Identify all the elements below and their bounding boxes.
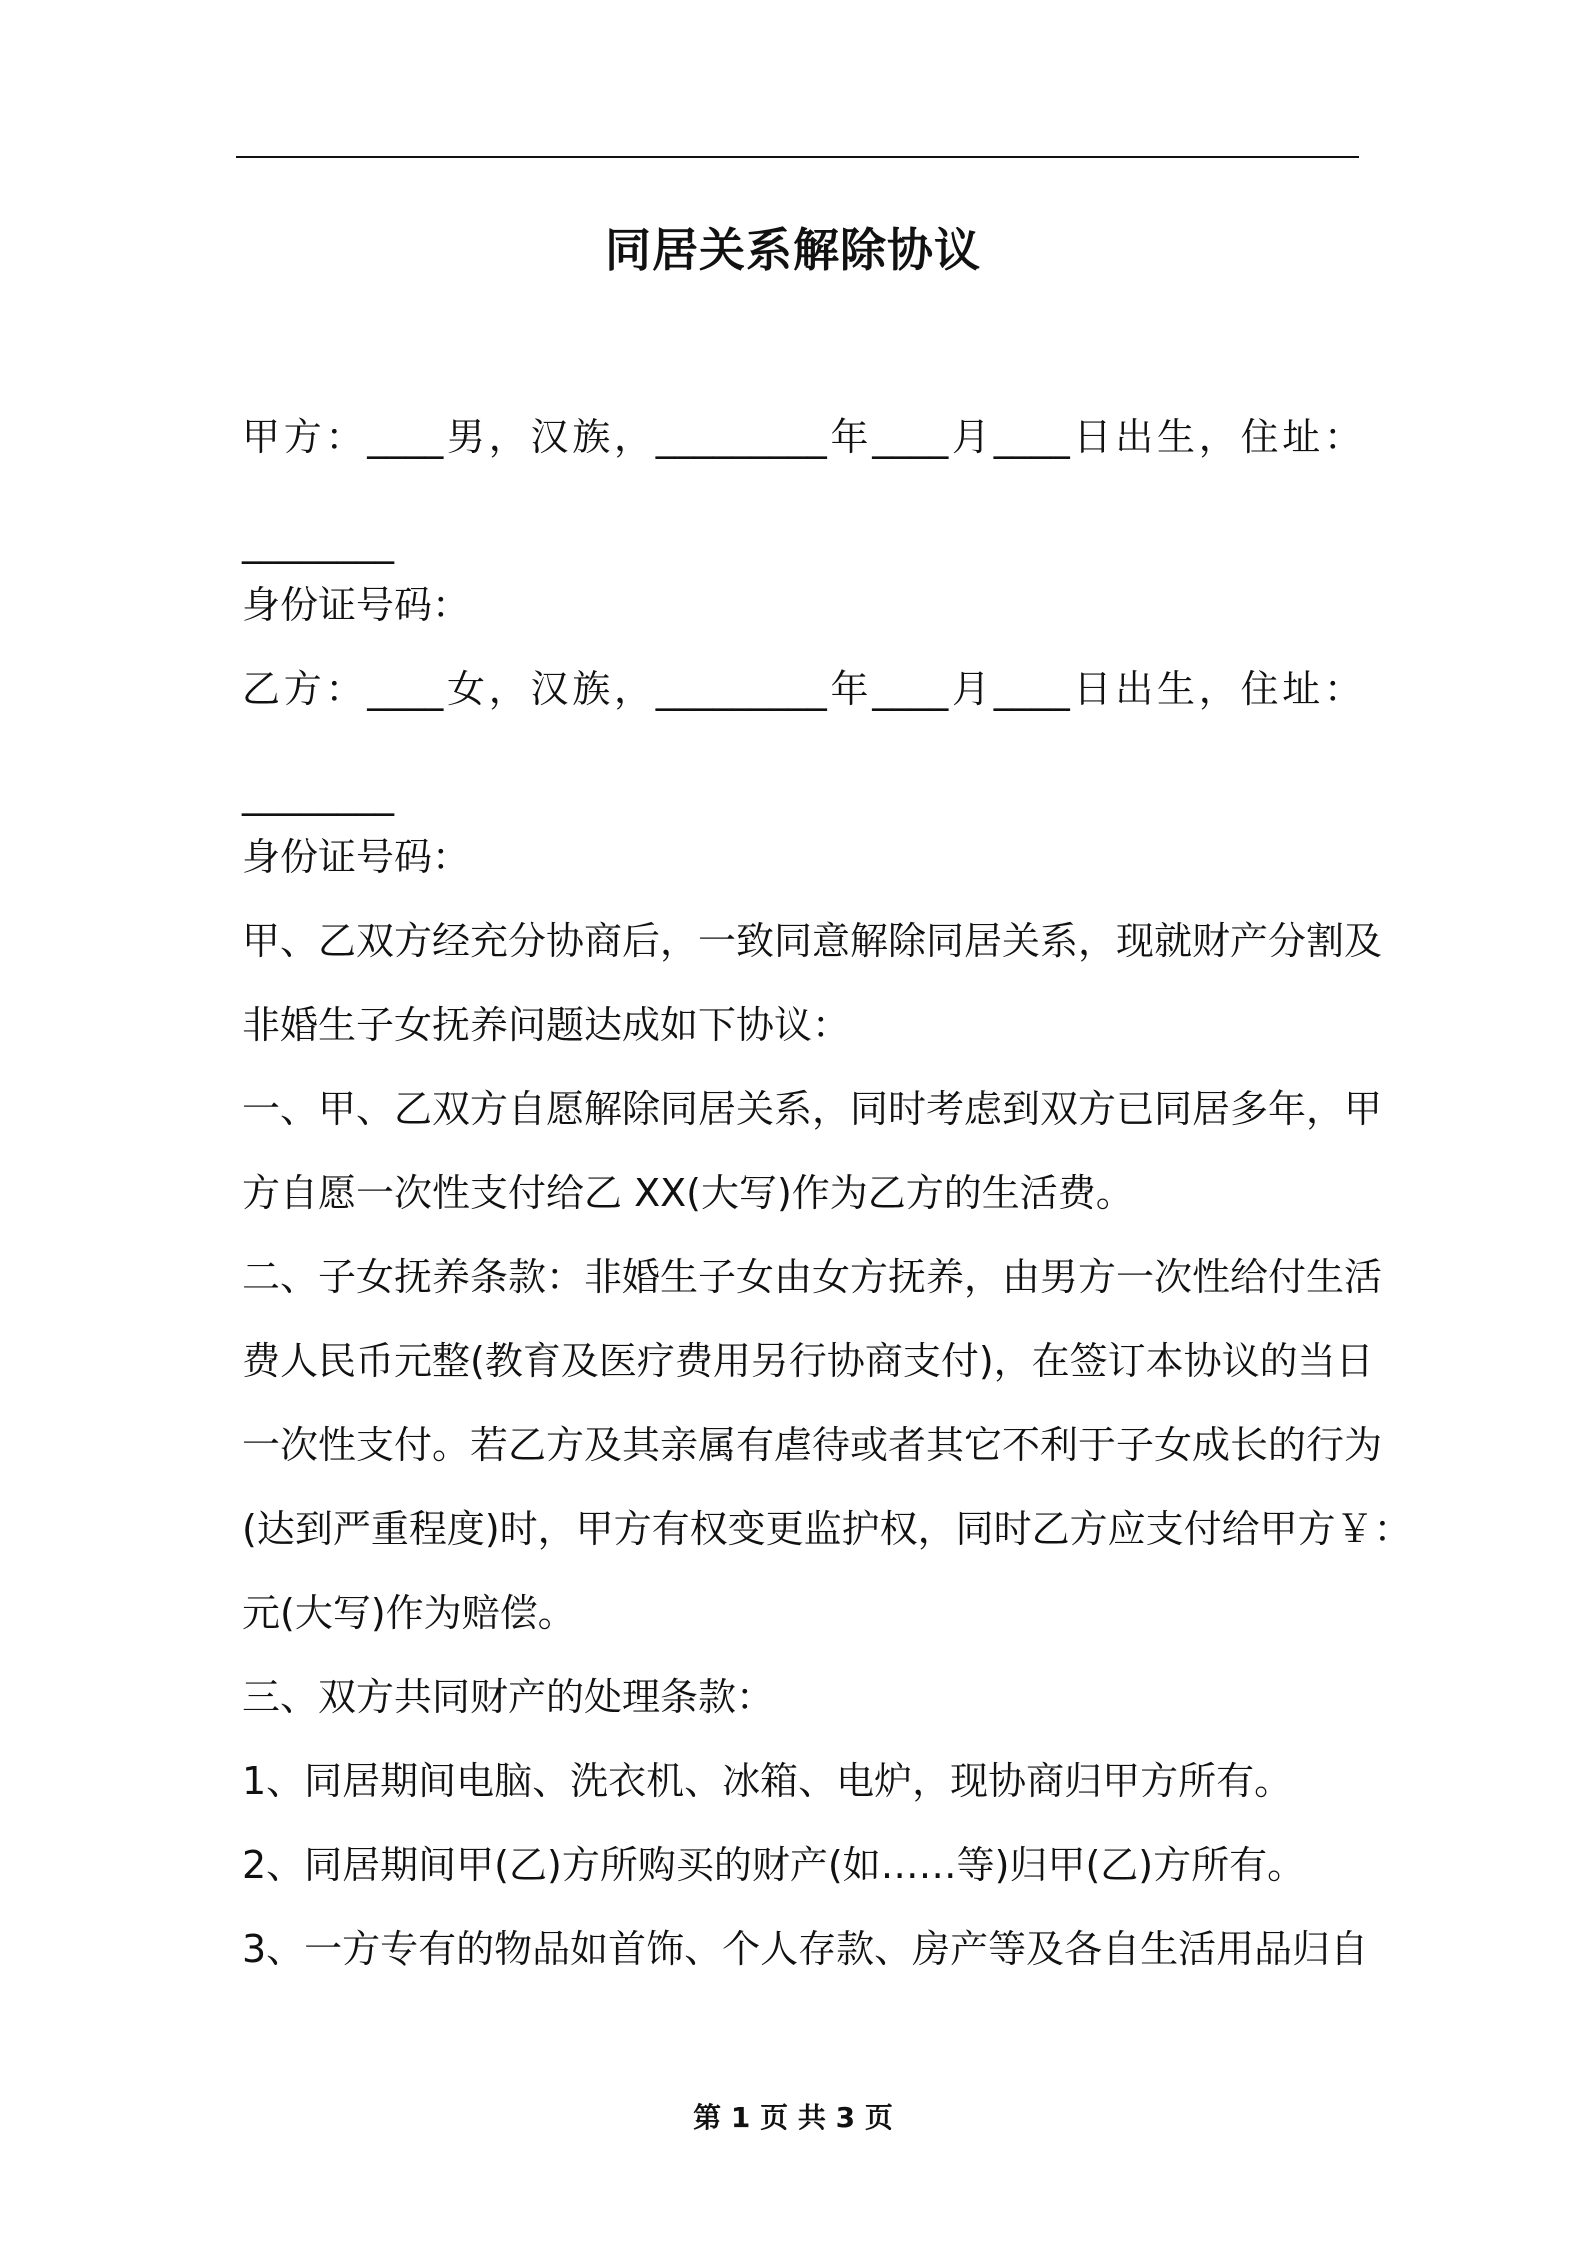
clause-3-item-2: 2、同居期间甲(乙)方所购买的财产(如……等)归甲(乙)方所有。 <box>242 1843 1306 1887</box>
clause-2-line-3: 一次性支付。若乙方及其亲属有虐待或者其它不利于子女成长的行为 <box>242 1423 1383 1467</box>
clause-1-line-1: 一、甲、乙双方自愿解除同居关系，同时考虑到双方已同居多年，甲 <box>242 1087 1383 1131</box>
clause-3-item-1: 1、同居期间电脑、洗衣机、冰箱、电炉，现协商归甲方所有。 <box>242 1759 1293 1803</box>
page-footer: 第 1 页 共 3 页 <box>693 2101 893 2134</box>
party-b-address-blank: ________ <box>242 772 394 816</box>
clause-1-line-2: 方自愿一次性支付给乙 XX(大写)作为乙方的生活费。 <box>242 1171 1134 1215</box>
clause-2-line-2: 费人民币元整(教育及医疗费用另行协商支付)，在签订本协议的当日 <box>242 1339 1374 1383</box>
clause-3-item-3: 3、一方专有的物品如首饰、个人存款、房产等及各自生活用品归自 <box>242 1927 1369 1971</box>
party-a-id-number: 身份证号码： <box>242 583 471 627</box>
party-b-info: 乙方：____女，汉族，_________年____月____日出生，住址： <box>242 667 1362 711</box>
clause-3-heading: 三、双方共同财产的处理条款： <box>242 1675 775 1719</box>
clause-2-line-4: (达到严重程度)时，甲方有权变更监护权，同时乙方应支付给甲方￥： <box>242 1507 1412 1551</box>
document-title: 同居关系解除协议 <box>605 223 981 277</box>
party-b-id-number: 身份证号码： <box>242 835 471 879</box>
header-rule <box>236 156 1359 158</box>
preamble-line-1: 甲、乙双方经充分协商后，一致同意解除同居关系，现就财产分割及 <box>242 919 1383 963</box>
party-a-address-blank: ________ <box>242 520 394 564</box>
clause-2-line-5: 元(大写)作为赔偿。 <box>242 1591 576 1635</box>
preamble-line-2: 非婚生子女抚养问题达成如下协议： <box>242 1003 851 1047</box>
clause-2-line-1: 二、子女抚养条款：非婚生子女由女方抚养，由男方一次性给付生活 <box>242 1255 1383 1299</box>
party-a-info: 甲方：____男，汉族，_________年____月____日出生，住址： <box>242 415 1362 459</box>
